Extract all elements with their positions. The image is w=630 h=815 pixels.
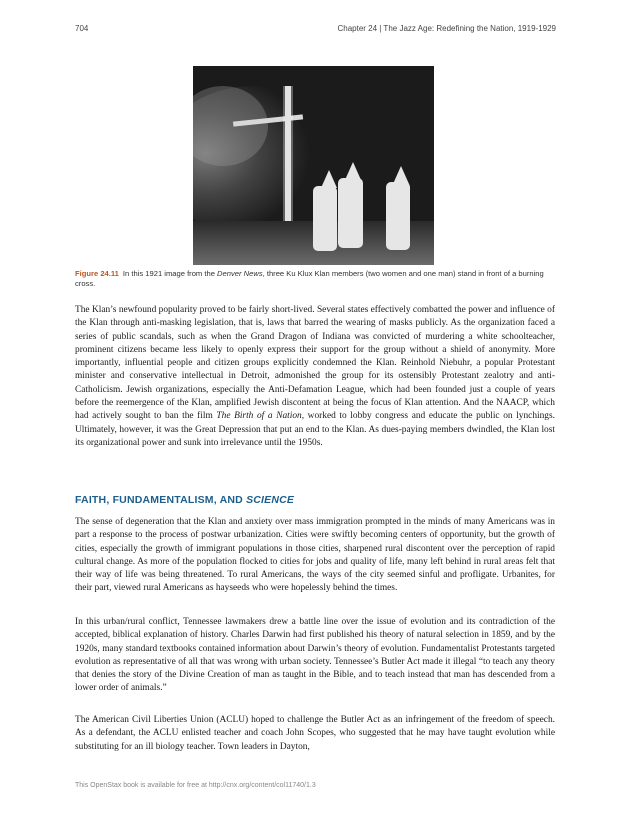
figure-caption bbox=[75, 269, 560, 289]
caption-source: Denver News bbox=[217, 269, 263, 278]
footer-note: This OpenStax book is available for free at http://cnx.org/content/col11740/1.3 bbox=[75, 782, 316, 789]
paragraph-aclu: The American Civil Liberties Union (ACLU) hoped to challenge the Butler Act as an infringement of the freedom of speech. As a defendant, the ACLU enlisted teacher and coach John Scopes, who suggested that he may have taught evolution while substituting for an ill biology teacher. Town leaders in Dayton, bbox=[75, 715, 555, 752]
paragraph-klan-decline bbox=[75, 304, 555, 450]
figure-label: Figure 24.11 bbox=[75, 269, 119, 278]
caption-text-post: , three Ku Klux Klan members (two women and one man) stand in front of a burning cross. bbox=[75, 269, 544, 288]
page-number: 704 bbox=[75, 24, 89, 33]
klan-photo bbox=[193, 66, 434, 265]
heading-emphasis: SCIENCE bbox=[246, 494, 295, 506]
paragraph-text: , worked to lobby congress and educate the public on lynchings. Ultimately, however, it was the Great Depression that put an end to the Klan. As dues-paying members dwindled, the Klan lost its organizational power and sunk into irrelevance until the 1950s. bbox=[75, 411, 555, 448]
heading-text: FAITH, FUNDAMENTALISM, AND bbox=[75, 494, 247, 506]
paragraph-urbanization: The sense of degeneration that the Klan and anxiety over mass immigration prompted in the minds of many Americans was in part a response to the process of postwar urbanization. Cities were swiftly becoming centers of opportunity, but the growth of cities, especially the growth of immigrant populations in those cities, sharpened rural discontent over the perception of rapid cultural change. As more of the population flocked to cities for jobs and quality of life, many left behind in rural areas felt that their way of life was being threatened. To rural Americans, the ways of the city seemed sinful and profligate. Urbanites, for their part, viewed rural Americans as hayseeds who were hopelessly behind the times. bbox=[75, 517, 555, 594]
paragraph-text: The Klan’s newfound popularity proved to be fairly short-lived. Several states effectively combatted the power and influence of the Klan through anti-masking legislation, that is, laws that barred the wearing of masks publicly. As the organization faced a series of public scandals, such as when the Grand Dragon of Indiana was convicted of murdering a white schoolteacher, prominent citizens became less likely to openly express their support for the group without a shield of anonymity. More importantly, influential people and citizen groups explicitly condemned the Klan. Reinhold Niebuhr, a popular Protestant minister and conservative intellectual in Detroit, admonished the group for its ostensibly Protestant zealotry and anti-Catholicism. Jewish organizations, especially the Anti-Defamation League, which had been founded just a couple of years before the reemergence of the Klan, amplified Jewish discontent at being the focus of Klan attention. And the NAACP, which had actively sought to ban the film bbox=[75, 305, 555, 422]
section-heading bbox=[75, 494, 294, 506]
film-title: The Birth of a Nation bbox=[216, 411, 302, 422]
caption-text-pre: In this 1921 image from the bbox=[122, 269, 218, 278]
running-head: Chapter 24 | The Jazz Age: Redefining the Nation, 1919-1929 bbox=[337, 24, 556, 33]
paragraph-evolution: In this urban/rural conflict, Tennessee lawmakers drew a battle line over the issue of evolution and its contradiction of the accepted, biblical explanation of history. Charles Darwin had first published his theory of natural selection in 1859, and by the 1920s, many standard textbooks contained information about Darwin’s theory of evolution. Fundamentalist Protestants targeted evolution as representative of all that was wrong with urban society. Tennessee’s Butler Act made it illegal “to teach any theory that denies the story of the Divine Creation of man as taught in the Bible, and to teach instead that man has descended from a lower order of animals.” bbox=[75, 617, 555, 694]
